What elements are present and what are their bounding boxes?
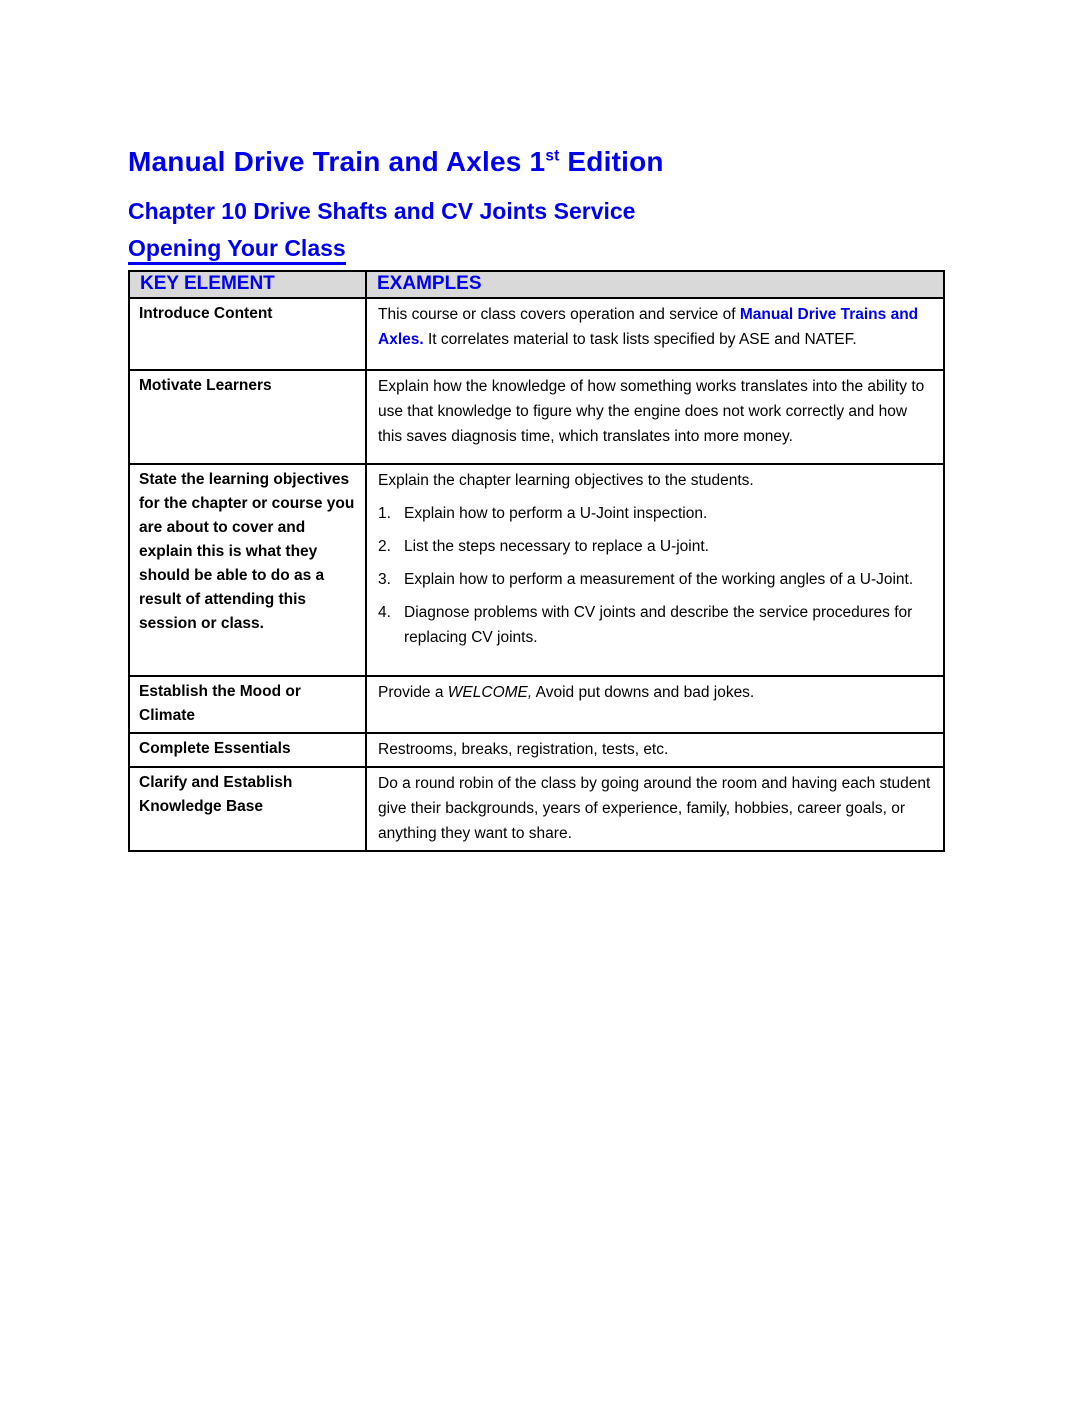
table-row [129, 464, 944, 676]
page-title-main: Manual Drive Train and Axles 1 [128, 146, 546, 177]
chapter-subtitle: Chapter 10 Drive Shafts and CV Joints Service [128, 198, 636, 224]
example-text [378, 771, 933, 846]
table-row [129, 767, 944, 851]
section-heading-text: Opening Your Class [128, 235, 346, 265]
objectives-list [378, 501, 933, 650]
table-row [129, 676, 944, 733]
key-element-cell: State the learning objectives for the chapter or course you are about to cover and explain this is what they should be able to do as a result of attending this session or class. [129, 464, 366, 676]
example-cell [366, 733, 944, 767]
key-element-cell: Complete Essentials [129, 733, 366, 767]
section-heading [128, 235, 1088, 265]
text-segment-normal: It correlates material to task lists specified by ASE and NATEF. [423, 331, 857, 348]
text-segment-normal: Avoid put downs and bad jokes. [532, 684, 755, 701]
table-row [129, 733, 944, 767]
example-text [378, 374, 933, 449]
column-header-examples: EXAMPLES [366, 271, 944, 298]
objective-item: 4. Diagnose problems with CV joints and describe the service procedures for replacing CV joints. [378, 600, 933, 650]
text-segment-normal: Do a round robin of the class by going around the room and having each student give their backgrounds, years of experience, family, hobbies, career goals, or anything they want to share. [378, 775, 931, 842]
page-title [128, 146, 1088, 178]
objective-item: 3. Explain how to perform a measurement of the working angles of a U-Joint. [378, 567, 933, 592]
example-text [378, 680, 933, 705]
example-cell [366, 298, 944, 370]
key-element-table [128, 270, 945, 852]
text-segment-normal: Provide a [378, 684, 448, 701]
column-header-key-element: KEY ELEMENT [129, 271, 366, 298]
example-cell [366, 676, 944, 733]
objective-item: 1. Explain how to perform a U-Joint inspection. [378, 501, 933, 526]
page-title-superscript: st [545, 147, 560, 165]
example-cell [366, 464, 944, 676]
text-segment-normal: This course or class covers operation and service of [378, 306, 740, 323]
example-text [378, 468, 933, 493]
objective-number: 2. [378, 538, 391, 555]
objective-number: 4. [378, 604, 391, 621]
text-segment-normal: Explain the chapter learning objectives to the students. [378, 472, 754, 489]
objective-number: 1. [378, 505, 391, 522]
example-text [378, 302, 933, 352]
table-row [129, 298, 944, 370]
page-title-tail: Edition [559, 146, 664, 177]
key-element-cell: Motivate Learners [129, 370, 366, 464]
text-segment-blue-bold: Manual Drive Trains and Axles. [378, 306, 919, 348]
objective-item: 2. List the steps necessary to replace a U-joint. [378, 534, 933, 559]
key-element-cell: Establish the Mood or Climate [129, 676, 366, 733]
key-element-cell: Introduce Content [129, 298, 366, 370]
key-element-cell: Clarify and Establish Knowledge Base [129, 767, 366, 851]
text-segment-normal: Explain how the knowledge of how something works translates into the ability to use that knowledge to figure why the engine does not work correctly and how this saves diagnosis time, which translates into more money. [378, 378, 925, 445]
text-segment-normal: Restrooms, breaks, registration, tests, etc. [378, 741, 669, 758]
objective-number: 3. [378, 571, 391, 588]
example-text [378, 737, 933, 762]
table-row [129, 370, 944, 464]
example-cell [366, 370, 944, 464]
table-header-row [129, 271, 944, 298]
example-cell [366, 767, 944, 851]
text-segment-italic: WELCOME, [447, 684, 533, 701]
